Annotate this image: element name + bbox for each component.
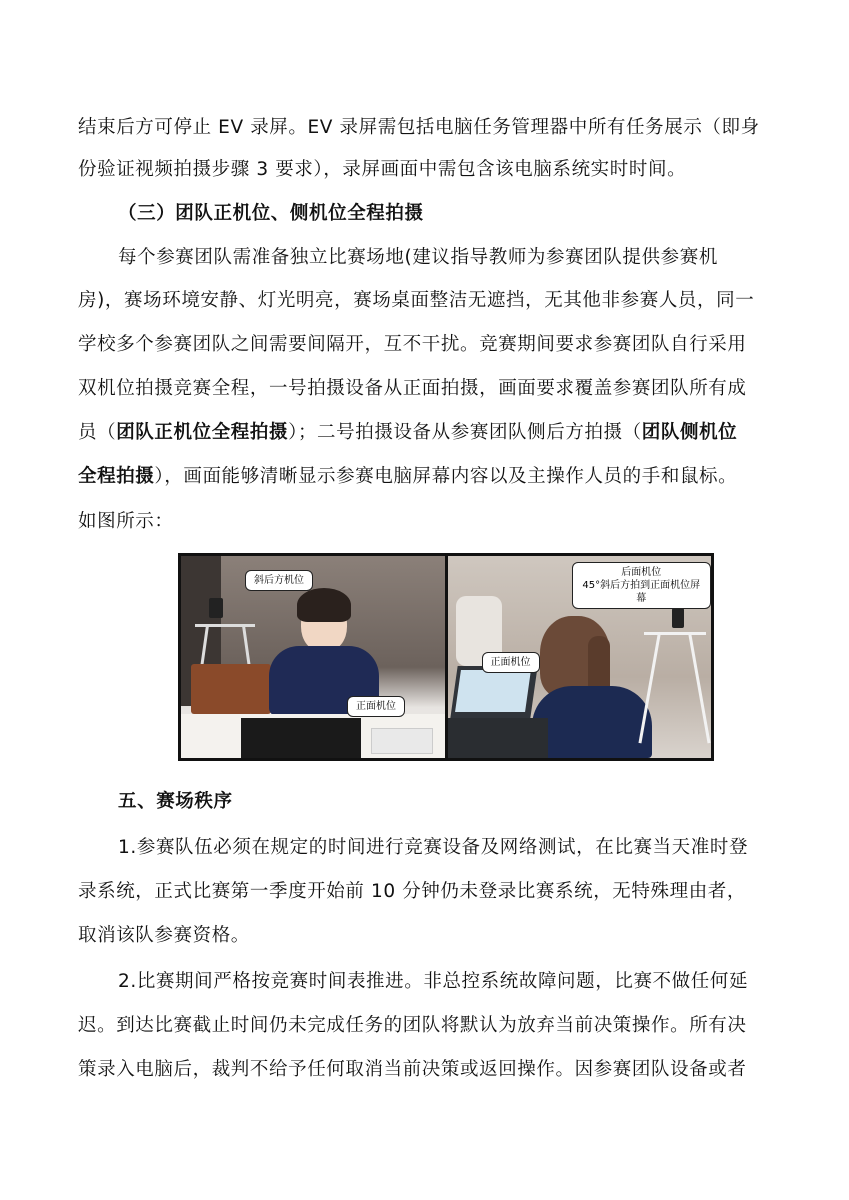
- paragraph-line: 取消该队参赛资格。: [78, 925, 250, 946]
- camera-position-label: 正面机位: [482, 652, 540, 673]
- text-run: ），画面能够清晰显示参赛电脑屏幕内容以及主操作人员的手和鼠标。: [154, 466, 738, 487]
- rear-camera-photo: [448, 556, 712, 758]
- paragraph-line: 学校多个参赛团队之间需要间隔开，互不干扰。竞赛期间要求参赛团队自行采用: [78, 334, 747, 355]
- paragraph-line: 1.参赛队伍必须在规定的时间进行竞赛设备及网络测试，在比赛当天准时登: [118, 837, 749, 858]
- paragraph-line: 2.比赛期间严格按竞赛时间表推进。非总控系统故障问题，比赛不做任何延: [118, 971, 749, 992]
- person-hair: [297, 588, 351, 622]
- tripod-bar: [644, 632, 706, 635]
- paragraph-line: 录系统，正式比赛第一季度开始前 10 分钟仍未登录比赛系统，无特殊理由者，: [78, 881, 747, 902]
- tripod-bar: [195, 624, 255, 627]
- camera-position-label: 斜后方机位: [245, 570, 313, 591]
- laptop-keyboard: [448, 718, 548, 758]
- side-table: [191, 664, 271, 714]
- paragraph-line: 迟。到达比赛截止时间仍未完成任务的团队将默认为放弃当前决策操作。所有决: [78, 1015, 747, 1036]
- laptop: [241, 718, 361, 758]
- front-camera-photo: [181, 556, 445, 758]
- laptop-display: [455, 670, 531, 712]
- text-run: ）；二号拍摄设备从参赛团队侧后方拍摄（: [288, 422, 642, 443]
- bold-text-run: 团队正机位全程拍摄: [116, 422, 289, 443]
- paragraph-line: 份验证视频拍摄步骤 3 要求），录屏画面中需包含该电脑系统实时时间。: [78, 159, 687, 180]
- phone-on-tripod: [672, 608, 684, 628]
- person-body: [532, 686, 652, 758]
- text-run: 员（: [78, 422, 117, 443]
- camera-position-label: 正面机位: [347, 696, 405, 717]
- phone-on-tripod: [209, 598, 223, 618]
- camera-setup-figure: [178, 553, 714, 761]
- paragraph-line: 每个参赛团队需准备独立比赛场地(建议指导教师为参赛团队提供参赛机: [118, 247, 718, 268]
- section-heading: （三）团队正机位、侧机位全程拍摄: [118, 203, 424, 224]
- bold-text-run: 全程拍摄: [78, 466, 155, 487]
- bold-text-run: 团队侧机位: [641, 422, 738, 443]
- paragraph-line: [78, 421, 737, 445]
- paragraph-line: [78, 465, 737, 489]
- tripod-leg: [688, 635, 710, 744]
- paragraph-line: 结束后方可停止 EV 录屏。EV 录屏需包括电脑任务管理器中所有任务展示（即身: [78, 117, 760, 138]
- paper-sheet: [371, 728, 433, 754]
- paragraph-line: 策录入电脑后，裁判不给予任何取消当前决策或返回操作。因参赛团队设备或者: [78, 1059, 747, 1080]
- paragraph-line: 双机位拍摄竞赛全程，一号拍摄设备从正面拍摄，画面要求覆盖参赛团队所有成: [78, 378, 747, 399]
- camera-position-label-line: 后面机位: [621, 567, 662, 578]
- paragraph-line: 房)，赛场环境安静、灯光明亮，赛场桌面整洁无遮挡，无其他非参赛人员，同一: [78, 290, 755, 311]
- camera-position-label: [572, 562, 712, 609]
- section-heading: 五、赛场秩序: [118, 791, 233, 812]
- paragraph-line: 如图所示：: [78, 511, 174, 532]
- camera-position-label-line: 45°斜后方拍到正面机位屏幕: [582, 580, 701, 604]
